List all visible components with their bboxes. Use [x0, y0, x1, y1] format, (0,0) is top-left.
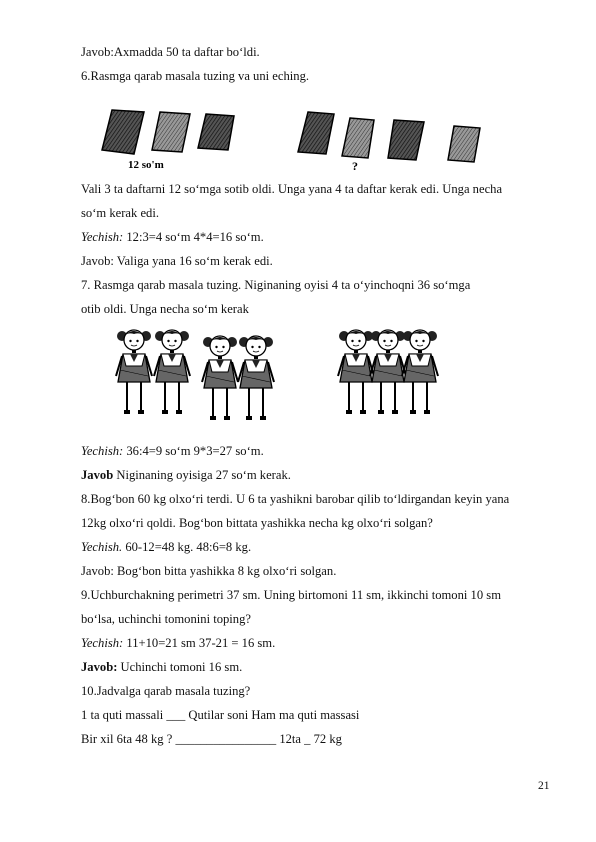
- problem-9-text-2: bo‘lsa, uchinchi tomonini toping?: [81, 612, 251, 626]
- doll-icon: [202, 336, 238, 420]
- problem-6-text-1: Vali 3 ta daftarni 12 so‘mga sotib oldi. Unga yana 4 ta daftar kerak edi. Unga necha: [81, 182, 503, 196]
- problem-8-text-2: 12kg olxo‘ri qoldi. Bog‘bon bittata yashikka necha kg olxo‘ri solgan?: [81, 516, 433, 530]
- answer-8: Javob: Bog‘bon bitta yashikka 8 kg olxo‘ri solgan.: [81, 564, 337, 578]
- solution-6: [81, 229, 264, 245]
- solution-label: Yechish:: [81, 444, 124, 458]
- solution-label: Yechish:: [81, 636, 124, 650]
- notebook-icon: [448, 126, 480, 162]
- problem-7-text-2: otib oldi. Unga necha so‘m kerak: [81, 302, 249, 316]
- notebook-icon: [152, 112, 190, 152]
- problem-6-title: 6.Rasmga qarab masala tuzing va uni eching.: [81, 69, 310, 83]
- problem-9-text-1: 9.Uchburchakning perimetri 37 sm. Uning birtomoni 11 sm, ikkinchi tomoni 10 sm: [81, 588, 501, 602]
- solution-text: 60-12=48 kg. 48:6=8 kg.: [122, 540, 252, 554]
- dolls-illustration: [108, 322, 448, 426]
- problem-6-text-2: so‘m kerak edi.: [81, 206, 159, 220]
- solution-text: 36:4=9 so‘m 9*3=27 so‘m.: [123, 444, 264, 458]
- answer-9: [81, 659, 242, 675]
- doll-icon: [238, 336, 274, 420]
- doll-icon: [154, 330, 190, 414]
- notebook-icon: [342, 118, 374, 158]
- notebook-icon: [298, 112, 334, 154]
- solution-label: Yechish.: [81, 540, 123, 554]
- answer-6: Javob: Valiga yana 16 so‘m kerak edi.: [81, 254, 273, 268]
- answer-label: Javob:: [81, 660, 118, 674]
- table-row-line: Bir xil 6ta 48 kg ? ________________ 12ta _ 72 kg: [81, 732, 342, 746]
- solution-7: [81, 443, 264, 459]
- answer-text: Niginaning oyisiga 27 so‘m kerak.: [113, 468, 291, 482]
- doll-icon: [338, 330, 374, 414]
- solution-8: [81, 539, 251, 555]
- notebooks-illustration: [98, 108, 498, 174]
- notebook-icon: [102, 110, 144, 154]
- answer-7: [81, 467, 291, 483]
- solution-9: [81, 635, 275, 651]
- answer-text: Uchinchi tomoni 16 sm.: [117, 660, 243, 674]
- solution-label: Yechish:: [81, 230, 124, 244]
- question-mark-label: ?: [352, 159, 358, 173]
- answer-label: Javob: [81, 468, 114, 482]
- solution-text: 11+10=21 sm 37-21 = 16 sm.: [123, 636, 276, 650]
- doll-icon: [402, 330, 438, 414]
- page-number: 21: [538, 780, 550, 792]
- doll-icon: [370, 330, 406, 414]
- solution-text: 12:3=4 so‘m 4*4=16 so‘m.: [123, 230, 264, 244]
- notebook-icon: [388, 120, 424, 160]
- answer-line-5: Javob:Axmadda 50 ta daftar bo‘ldi.: [81, 45, 260, 59]
- doll-icon: [116, 330, 152, 414]
- price-label: 12 so'm: [128, 159, 164, 171]
- problem-10-title: 10.Jadvalga qarab masala tuzing?: [81, 684, 251, 698]
- notebook-icon: [198, 114, 234, 150]
- problem-8-text-1: 8.Bog‘bon 60 kg olxo‘ri terdi. U 6 ta yashikni barobar qilib to‘ldirgandan keyin yana: [81, 492, 510, 506]
- problem-7-text-1: 7. Rasmga qarab masala tuzing. Niginaning oyisi 4 ta o‘yinchoqni 36 so‘mga: [81, 278, 471, 292]
- table-header-line: 1 ta quti massali ___ Qutilar soni Ham ma quti massasi: [81, 708, 360, 722]
